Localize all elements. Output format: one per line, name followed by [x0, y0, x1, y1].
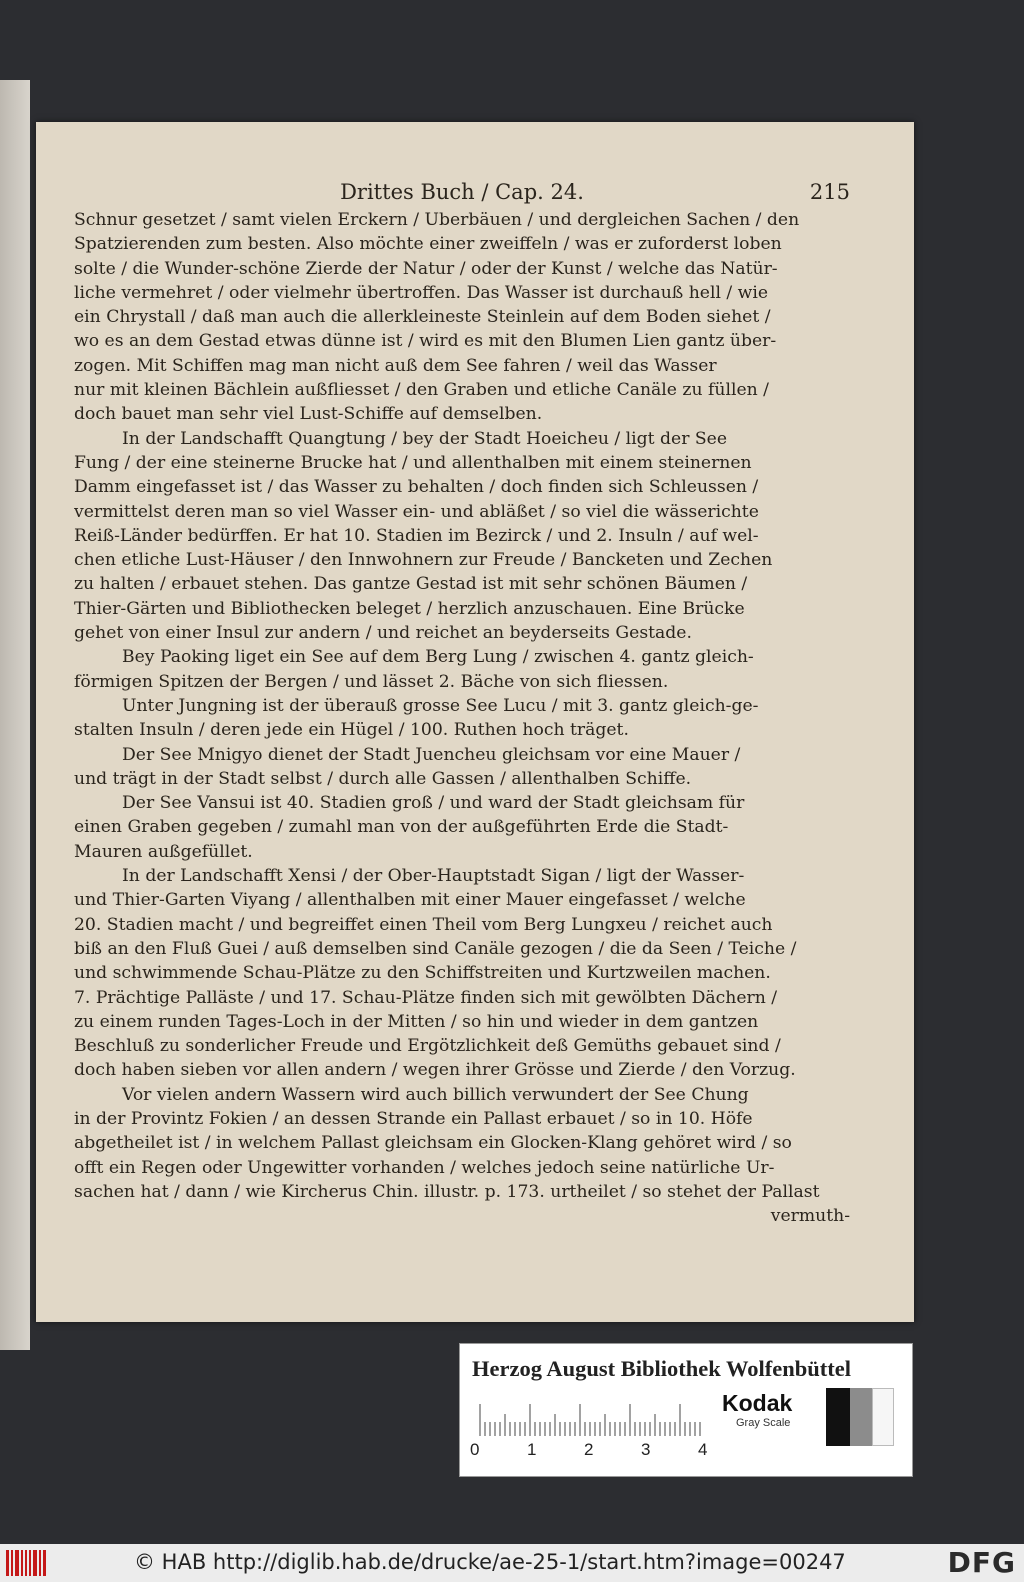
text-line: doch bauet man sehr viel Lust-Schiffe auf demselben.	[74, 404, 543, 425]
text-line: und schwimmende Schau-Plätze zu den Schiffstreiten und Kurtzweilen machen.	[74, 963, 771, 984]
text-line: Unter Jungning ist der überauß grosse See Lucu / mit 3. gantz gleich-ge-	[122, 695, 759, 716]
text-line: Der See Vansui ist 40. Stadien groß / und ward der Stadt gleichsam für	[122, 793, 745, 814]
scale-number: 2	[584, 1440, 594, 1459]
library-name: Herzog August Bibliothek Wolfenbüttel	[472, 1356, 851, 1381]
scale-ruler	[476, 1400, 708, 1436]
barcode-icon	[6, 1550, 46, 1576]
text-line: Der See Mnigyo dienet der Stadt Juencheu gleichsam vor eine Mauer /	[122, 744, 741, 765]
text-line: biß an den Fluß Guei / auß demselben sind Canäle gezogen / die da Seen / Teiche /	[74, 938, 797, 959]
text-line: offt ein Regen oder Ungewitter vorhanden / welches jedoch seine natürliche Ur-	[74, 1157, 775, 1178]
text-line: Damm eingefasset ist / das Wasser zu behalten / doch finden sich Schleussen /	[74, 477, 759, 498]
running-title: Drittes Buch / Cap. 24.	[340, 180, 584, 204]
text-line: zu halten / erbauet stehen. Das gantze Gestad ist mit sehr schönen Bäumen /	[74, 574, 748, 595]
text-line: abgetheilet ist / in welchem Pallast gleichsam ein Glocken-Klang gehöret wird / so	[74, 1133, 792, 1154]
text-line: solte / die Wunder-schöne Zierde der Natur / oder der Kunst / welche das Natür-	[74, 258, 778, 279]
text-line: chen etliche Lust-Häuser / den Innwohnern zur Freude / Bancketen und Zechen	[74, 550, 773, 571]
text-line: ein Chrystall / daß man auch die allerkleineste Steinlein auf dem Boden siehet /	[74, 307, 771, 328]
page-content	[74, 178, 850, 1228]
text-line: 20. Stadien macht / und begreiffet einen Theil vom Berg Lungxeu / reichet auch	[74, 914, 773, 935]
text-line: vermuth-	[770, 1206, 850, 1227]
scale-number: 0	[470, 1440, 480, 1459]
text-line: Spatzierenden zum besten. Also möchte einer zweiffeln / was er zuforderst loben	[74, 234, 782, 255]
text-line: Reiß-Länder bedürffen. Er hat 10. Stadien im Bezirck / und 2. Insuln / auf wel-	[74, 525, 759, 546]
text-line: nur mit kleinen Bächlein außfliesset / den Graben und etliche Canäle zu füllen /	[74, 380, 769, 401]
patch-mid-gray	[850, 1388, 872, 1446]
text-line: vermittelst deren man so viel Wasser ein- und abläßet / so viel die wässerichte	[74, 501, 759, 522]
text-line: Schnur gesetzet / samt vielen Erckern / Uberbäuen / und dergleichen Sachen / den	[74, 210, 800, 230]
adjacent-page-edge	[0, 80, 30, 1350]
text-line: liche vermehret / oder vielmehr übertroffen. Das Wasser ist durchauß hell / wie	[74, 282, 769, 303]
text-line: Mauren außgefüllet.	[74, 841, 253, 862]
patch-black	[826, 1388, 850, 1446]
scale-numbers	[470, 1440, 730, 1460]
footer-bar	[0, 1544, 1024, 1582]
text-line: zu einem runden Tages-Loch in der Mitten / so hin und wieder in dem gantzen	[74, 1011, 759, 1032]
kodak-brand: Kodak	[722, 1390, 793, 1416]
text-line: 7. Prächtige Palläste / und 17. Schau-Plätze finden sich mit gewölbten Dächern /	[74, 987, 778, 1008]
text-line: gehet von einer Insul zur andern / und reichet an beyderseits Gestade.	[74, 623, 692, 644]
text-line: förmigen Spitzen der Bergen / und lässet 2. Bäche von sich fliessen.	[74, 671, 669, 692]
scale-number: 4	[698, 1440, 708, 1459]
source-url[interactable]: © HAB http://diglib.hab.de/drucke/ae-25-1/start.htm?image=00247	[134, 1550, 846, 1574]
book-page	[36, 122, 914, 1322]
text-line: wo es an dem Gestad etwas dünne ist / wird es mit den Blumen Lien gantz über-	[74, 331, 777, 352]
library-label-card	[459, 1343, 913, 1477]
text-line: Beschluß zu sonderlicher Freude und Ergötzlichkeit deß Gemüths gebauet sind /	[74, 1036, 781, 1057]
text-line: zogen. Mit Schiffen mag man nicht auß dem See fahren / weil das Wasser	[74, 355, 717, 376]
kodak-logo	[722, 1390, 792, 1429]
text-line: stalten Insuln / deren jede ein Hügel / 100. Ruthen hoch träget.	[74, 720, 629, 741]
page-number: 215	[809, 180, 850, 204]
scale-number: 1	[527, 1440, 537, 1459]
text-line: Thier-Gärten und Bibliothecken beleget / herzlich anzuschauen. Eine Brücke	[74, 598, 745, 619]
text-line: in der Provintz Fokien / an dessen Strande ein Pallast erbauet / so in 10. Höfe	[74, 1108, 753, 1129]
running-head	[74, 178, 850, 208]
text-line: Bey Paoking liget ein See auf dem Berg Lung / zwischen 4. gantz gleich-	[122, 647, 754, 668]
text-line: einen Graben gegeben / zumahl man von der außgeführten Erde die Stadt-	[74, 817, 729, 838]
gray-scale-caption: Gray Scale	[736, 1417, 791, 1429]
text-line: In der Landschafft Xensi / der Ober-Hauptstadt Sigan / ligt der Wasser-	[122, 866, 745, 887]
patch-white	[872, 1388, 894, 1446]
page-text	[74, 208, 850, 1228]
text-line: und trägt in der Stadt selbst / durch alle Gassen / allenthalben Schiffe.	[74, 768, 692, 789]
text-line: und Thier-Garten Viyang / allenthalben mit einer Mauer eingefasset / welche	[74, 890, 746, 911]
text-line: doch haben sieben vor allen andern / wegen ihrer Grösse und Zierde / den Vorzug.	[74, 1060, 796, 1081]
text-line: Vor vielen andern Wassern wird auch billich verwundert der See Chung	[122, 1084, 749, 1105]
text-line: Fung / der eine steinerne Brucke hat / und allenthalben mit einem steinernen	[74, 452, 752, 473]
text-line: In der Landschafft Quangtung / bey der Stadt Hoeicheu / ligt der See	[122, 428, 727, 449]
dfg-logo: DFG	[947, 1546, 1016, 1579]
gray-scale-patches	[826, 1388, 894, 1446]
text-line: sachen hat / dann / wie Kircherus Chin. illustr. p. 173. urtheilet / so stehet der Pallast	[74, 1181, 820, 1202]
scale-number: 3	[641, 1440, 651, 1459]
